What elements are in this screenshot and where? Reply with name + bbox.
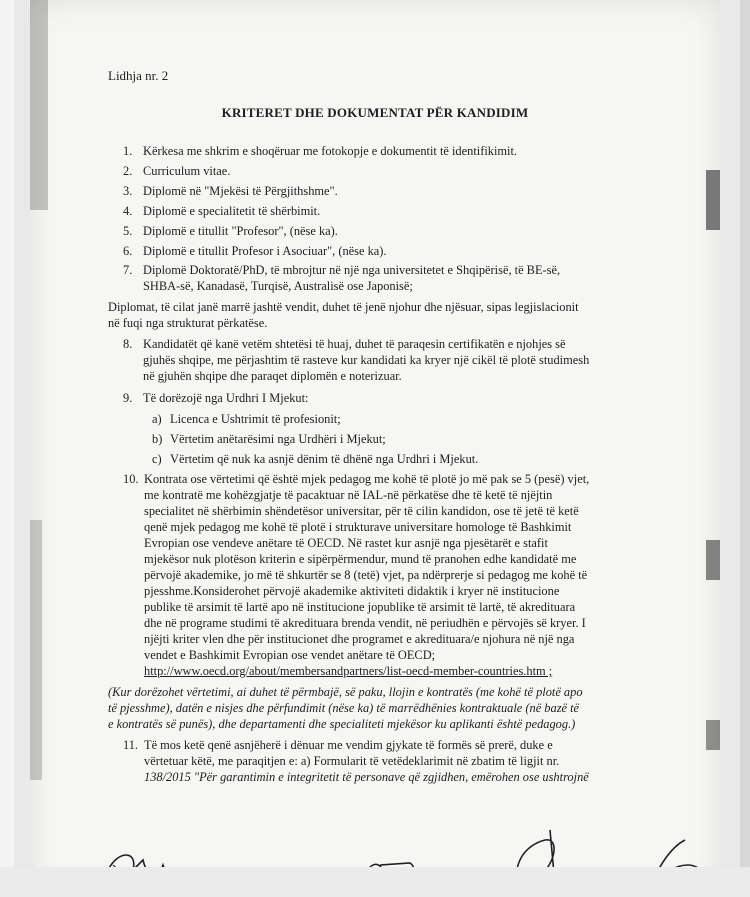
list-item-continued: qenë mjek pedagog me kohë të plotë i strukturave universitare homologe të Bashkimit <box>144 520 572 534</box>
list-item: Kontrata ose vërtetimi që është mjek pedagog me kohë të plotë jo më pak se 5 (pesë) vjet, <box>144 472 590 486</box>
list-item-continued: në gjuhën shqipe dhe paraqet diplomën e noterizuar. <box>143 369 402 383</box>
list-item-continued: Evropian ose vendeve anëtare të OECD. Në rastet kur asnjë nga pjesëtarët e stafit <box>144 536 548 550</box>
list-item-continued: vendet e Bashkimit Evropian ose vendet anëtare të OECD; <box>144 648 436 662</box>
list-item-continued: përvojë akademike, jo më të shkurtër se 8 (tetë) vjet, pa ndërprerje si pedagog me kohë të <box>144 568 588 582</box>
scan-bottom-edge <box>0 867 750 897</box>
document-page <box>30 0 720 897</box>
list-number: 9. <box>123 391 133 405</box>
list-item: Diplomë në "Mjekësi të Përgjithshme". <box>143 184 338 198</box>
list-item-continued: mjekësor nuk plotëson kriterin e sipërpërmendur, mund të pranohen edhe kandidatë me <box>144 552 577 566</box>
list-number: 2. <box>123 164 133 178</box>
sub-item: Licenca e Ushtrimit të profesionit; <box>170 412 341 426</box>
diploma-note-line: Diplomat, të cilat janë marrë jashtë vendit, duhet të jenë njohur dhe njësuar, sipas legjislacionit <box>108 300 579 314</box>
list-number: 5. <box>123 224 133 238</box>
sub-item-letter: b) <box>152 432 163 446</box>
list-item-continued: SHBA-së, Kanadasë, Turqisë, Australisë ose Japonisë; <box>143 279 413 293</box>
sub-item: Vërtetim anëtarësimi nga Urdhëri i Mjekut; <box>170 432 386 446</box>
scan-right-edge <box>740 0 750 897</box>
scan-left-margin <box>0 0 14 897</box>
list-number: 11. <box>123 738 139 752</box>
italic-note-line: e kontratës së punës), dhe departamenti dhe specialiteti mjekësor ku aplikanti është pedagog.) <box>108 717 576 731</box>
list-item-continued: 138/2015 "Për garantimin e integritetit të personave që zgjidhen, emërohen ose ushtrojnë <box>144 770 589 784</box>
list-number: 6. <box>123 244 133 258</box>
list-number: 10. <box>123 472 139 486</box>
sub-item: Vërtetim që nuk ka asnjë dënim të dhënë nga Urdhri i Mjekut. <box>170 452 479 466</box>
scan-smudge <box>706 540 720 580</box>
list-item-continued: vërtetuar këtë, me paraqitjen e: a) Formularit të vetëdeklarimit në zbatim të ligjit nr. <box>144 754 560 768</box>
list-item-continued: specialitet në shërbimin shëndetësor universitar, për të cilin kandidon, ose të jetë të ketë <box>144 504 579 518</box>
italic-note-line: të pjesshme), datën e nisjes dhe përfundimit (nëse ka) të marrëdhënies kontraktuale (në bazë të <box>108 701 580 715</box>
scan-smudge <box>706 720 720 750</box>
sub-item-letter: a) <box>152 412 162 426</box>
oecd-link[interactable]: http://www.oecd.org/about/membersandpartners/list-oecd-member-countries.htm ; <box>144 664 553 678</box>
list-item: Kandidatët që kanë vetëm shtetësi të huaj, duhet të paraqesin certifikatën e njohjes së <box>143 337 566 351</box>
list-item: Të dorëzojë nga Urdhri I Mjekut: <box>143 391 309 405</box>
list-item-continued: njëjti kriter vlen dhe për institucionet dhe programet e akredituara/e njohura në një nga <box>144 632 575 646</box>
list-item: Kërkesa me shkrim e shoqëruar me fotokopje e dokumentit të identifikimit. <box>143 144 518 158</box>
list-item: Diplomë e titullit Profesor i Asociuar", (nëse ka). <box>143 244 387 258</box>
list-number: 4. <box>123 204 133 218</box>
list-item: Diplomë e titullit "Profesor", (nëse ka). <box>143 224 338 238</box>
list-number: 3. <box>123 184 133 198</box>
diploma-note-line: në fuqi nga strukturat përkatëse. <box>108 316 268 330</box>
list-number: 7. <box>123 263 133 277</box>
list-number: 1. <box>123 144 133 158</box>
annex-label: Lidhja nr. 2 <box>108 68 169 83</box>
list-item: Curriculum vitae. <box>143 164 231 178</box>
list-item-continued: me kontratë me kohëzgjatje të pacaktuar në IAL-në përkatëse dhe të ketë të njëjtin <box>144 488 553 502</box>
list-item-continued: publike të arsimit të lartë apo në institucione jopublike të arsimit të lartë, të akredituara <box>144 600 576 614</box>
scan-smudge <box>706 170 720 230</box>
list-number: 8. <box>123 337 133 351</box>
sub-item-letter: c) <box>152 452 162 466</box>
list-item-continued: dhe në programe studimi të akredituara brenda vendit, në periudhën e përvojës së kryer. I <box>144 616 586 630</box>
scan-smudge <box>30 520 42 780</box>
italic-note-line: (Kur dorëzohet vërtetimi, ai duhet të përmbajë, së paku, llojin e kontratës (me kohë të plotë apo <box>108 685 583 699</box>
list-item: Diplomë Doktoratë/PhD, të mbrojtur në një nga universitetet e Shqipërisë, të BE-së, <box>143 263 561 277</box>
list-item-continued: gjuhës shqipe, me përjashtim të rasteve kur kandidati ka kryer një cikël të plotë studimesh <box>143 353 590 367</box>
list-item: Të mos ketë qenë asnjëherë i dënuar me vendim gjykate të formës së prerë, duke e <box>144 738 553 752</box>
page-title: KRITERET DHE DOKUMENTAT PËR KANDIDIM <box>221 105 529 120</box>
list-item-continued: pjesshme.Konsiderohet përvojë akademike aktiviteti didaktik i kryer në institucione <box>144 584 560 598</box>
list-item: Diplomë e specialitetit të shërbimit. <box>143 204 321 218</box>
